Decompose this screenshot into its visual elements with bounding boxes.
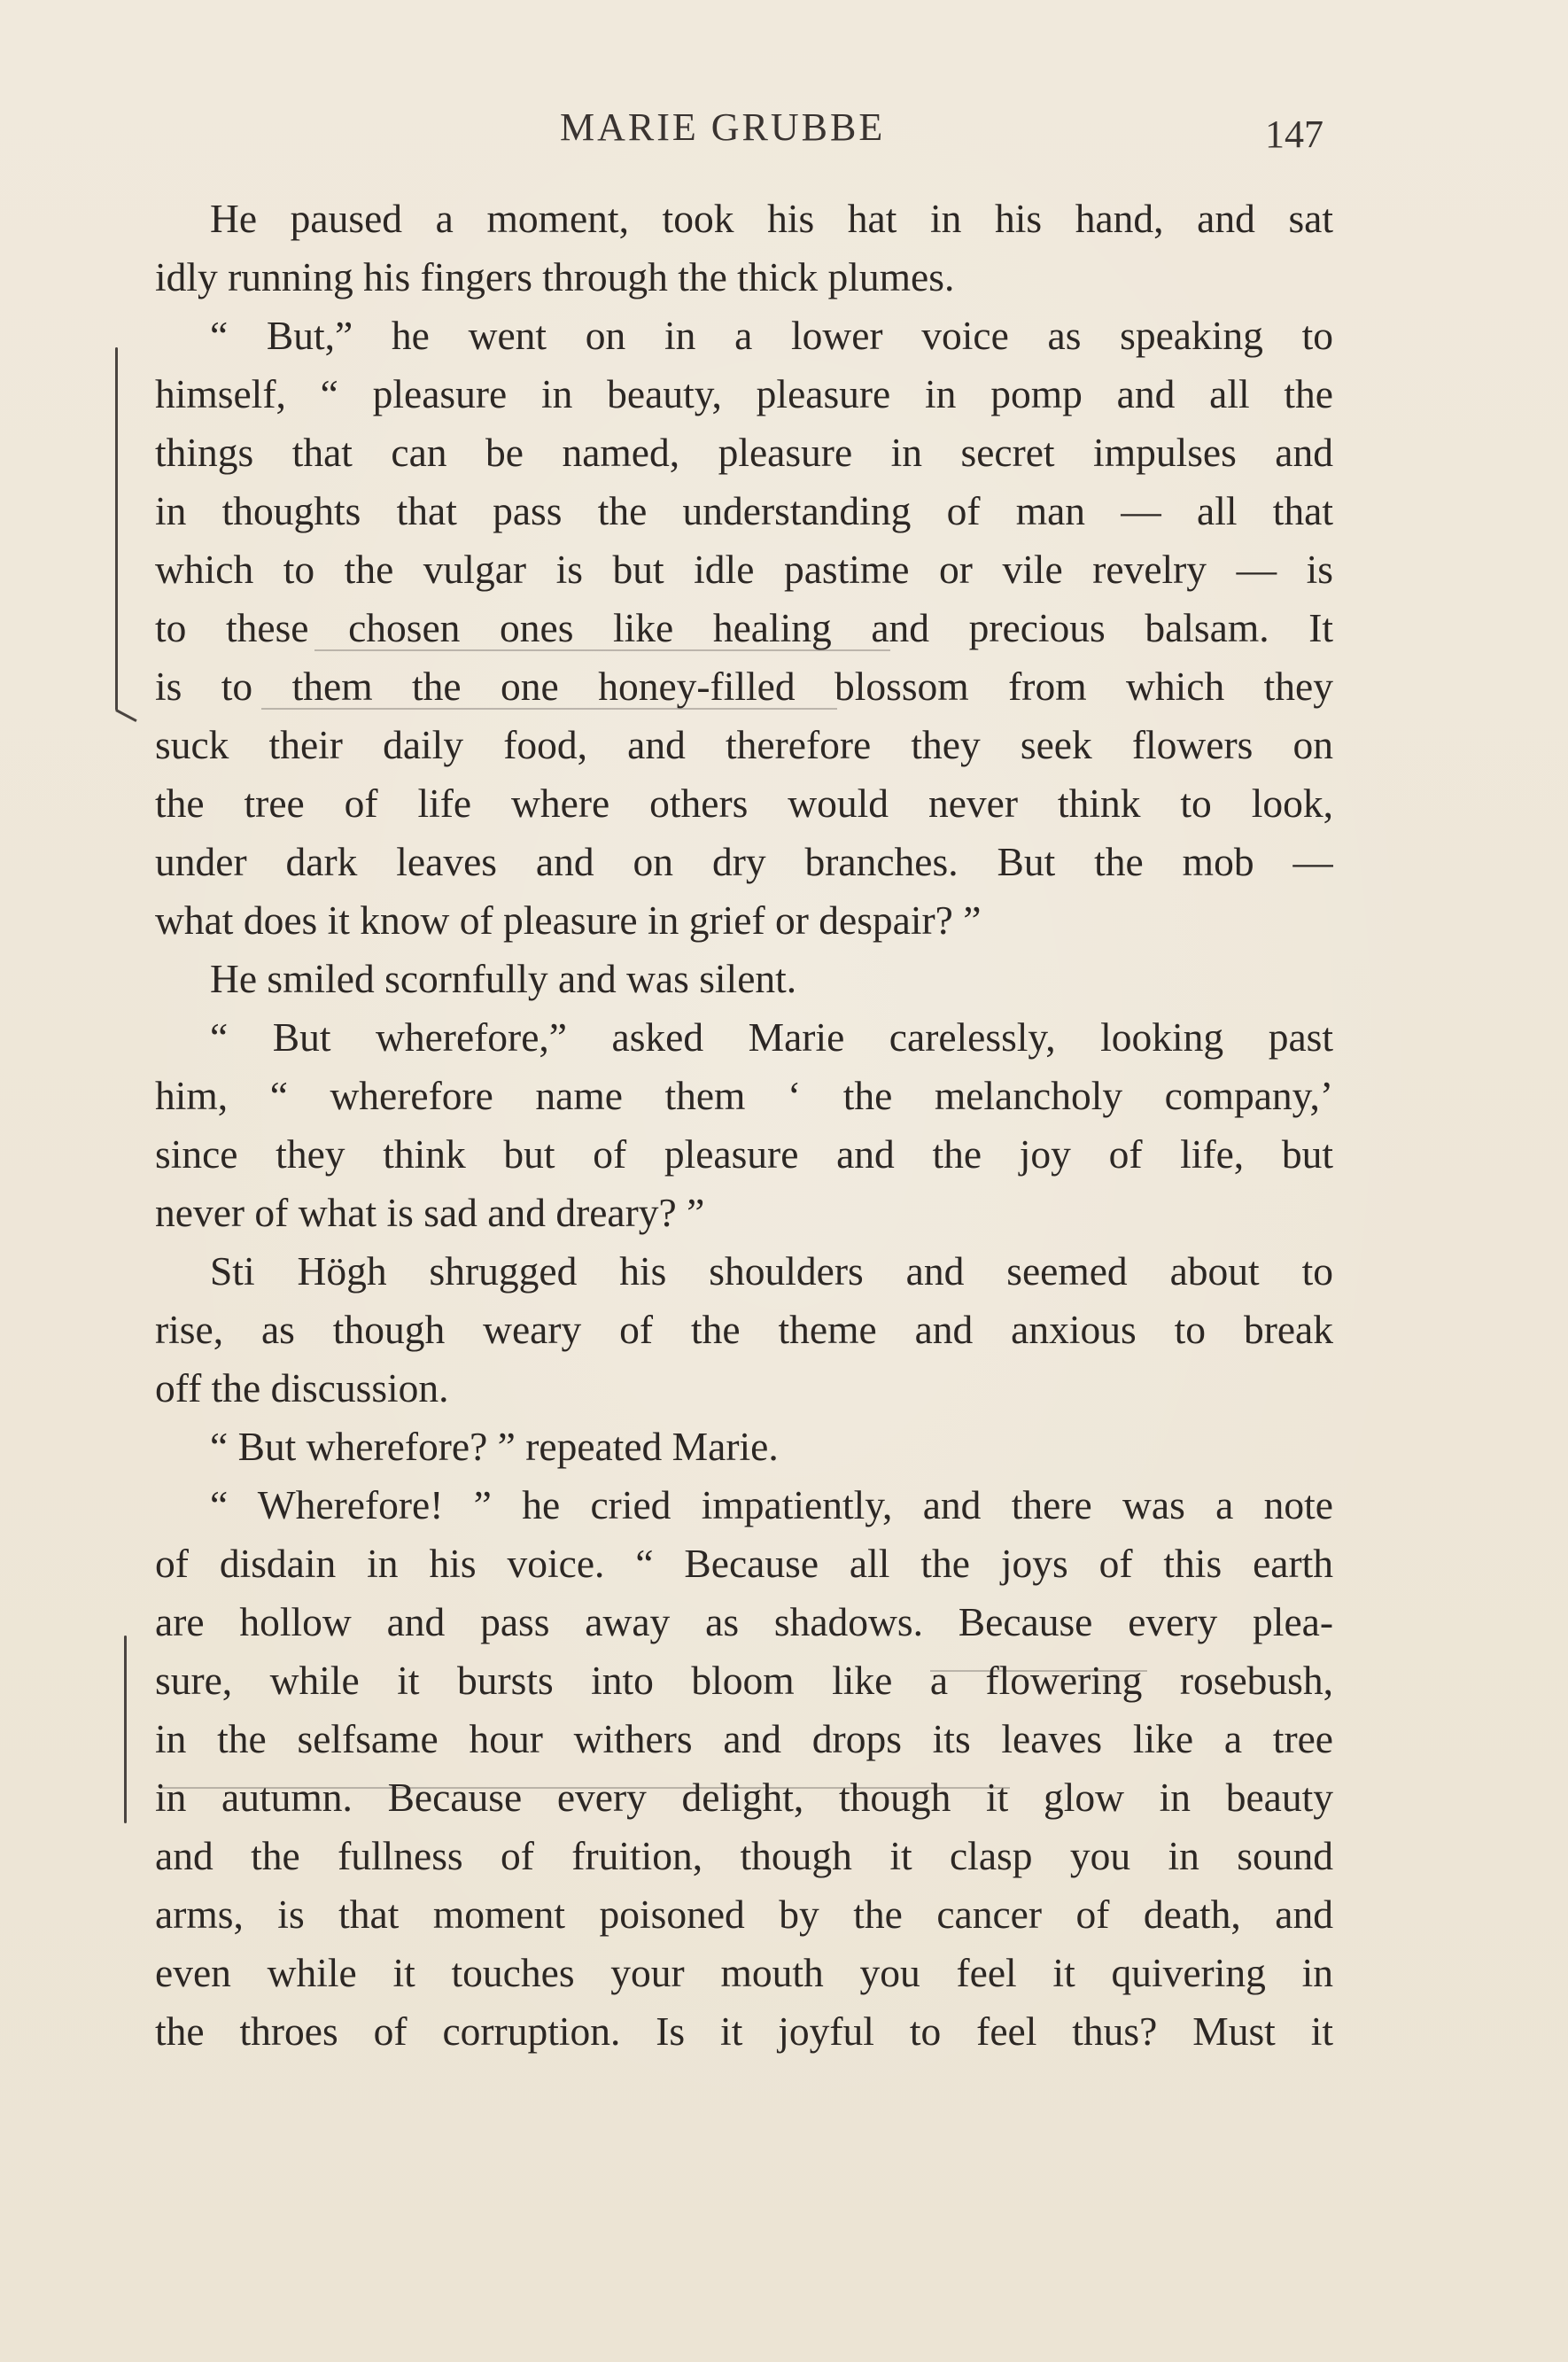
text-line: even while it touches your mouth you feel it quivering in [155,1950,1333,1995]
running-head [0,105,1568,158]
text-line: are hollow and pass away as shadows. Because every plea- [155,1599,1333,1644]
text-line: things that can be named, pleasure in secret impulses and [155,430,1333,475]
text-line: of disdain in his voice. “ Because all the joys of this earth [155,1541,1333,1586]
text-line: “ But wherefore? ” repeated Marie. [210,1424,779,1469]
text-line: himself, “ pleasure in beauty, pleasure in pomp and all the [155,371,1333,416]
text-line: sure, while it bursts into bloom like a flowering rosebush, [155,1658,1333,1703]
text-line: “ But,” he went on in a lower voice as speaking to [210,313,1333,358]
text-line: He paused a moment, took his hat in his hand, and sat [210,196,1333,241]
text-line: in thoughts that pass the understanding of man — all that [155,488,1333,533]
text-line: idly running his fingers through the thick plumes. [155,254,955,299]
text-line: him, “ wherefore name them ‘ the melancholy company,’ [155,1073,1333,1118]
text-line: and the fullness of fruition, though it clasp you in sound [155,1833,1333,1878]
text-line: under dark leaves and on dry branches. But the mob — [155,839,1333,884]
text-line: “ Wherefore! ” he cried impatiently, and there was a note [210,1482,1333,1527]
text-line: never of what is sad and dreary? ” [155,1190,705,1235]
margin-pencil-mark-lower [124,1636,127,1823]
text-line: rise, as though weary of the theme and anxious to break [155,1307,1333,1352]
text-line: off the discussion. [155,1365,449,1410]
text-line: He smiled scornfully and was silent. [210,956,797,1001]
text-line: “ But wherefore,” asked Marie carelessly, looking past [210,1014,1333,1060]
page-number: 147 [1265,113,1323,156]
text-line: Sti Högh shrugged his shoulders and seemed about to [210,1248,1333,1294]
text-line: the tree of life where others would never think to look, [155,781,1333,826]
text-line: the throes of corruption. Is it joyful to feel thus? Must it [155,2008,1333,2054]
text-line: arms, is that moment poisoned by the cancer of death, and [155,1892,1333,1937]
text-line: to these chosen ones like healing and precious balsam. It [155,605,1333,650]
body-text [155,190,1333,2061]
running-title: MARIE GRUBBE [560,105,886,149]
text-line: in autumn. Because every delight, though it glow in beauty [155,1775,1333,1820]
text-line: is to them the one honey-filled blossom from which they [155,664,1333,709]
text-line: what does it know of pleasure in grief or despair? ” [155,897,982,943]
text-line: in the selfsame hour withers and drops its leaves like a tree [155,1716,1333,1761]
text-line: since they think but of pleasure and the joy of life, but [155,1131,1333,1177]
margin-pencil-tick-upper [115,709,136,722]
margin-pencil-mark-upper [115,347,118,711]
text-line: which to the vulgar is but idle pastime or vile revelry — is [155,547,1333,592]
text-line: suck their daily food, and therefore they seek flowers on [155,722,1333,767]
